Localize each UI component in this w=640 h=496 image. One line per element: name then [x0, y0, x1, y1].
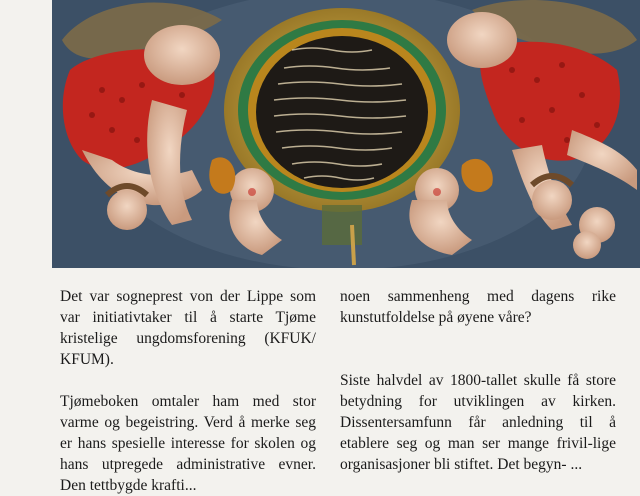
left-text-column — [60, 286, 316, 496]
altarpiece-illustration — [52, 0, 640, 268]
left-paragraph-2: Tjømeboken omtaler ham med stor varme og begeistring. Verd å merke seg er hans spesielle interesse for skolen og hans utpregede administrative evner. Den tettbygde krafti... — [60, 393, 316, 494]
right-text-column — [340, 286, 616, 475]
right-paragraph-2: Siste halvdel av 1800-tallet skulle få store betydning for utviklingen av kirken. Dissentersamfunn får anledning til å etablere seg og man ser mange frivil-lige organisasjoner bli stiftet. Det begyn- ... — [340, 372, 616, 473]
paragraph-spacer — [340, 349, 616, 370]
altarpiece-photo — [52, 0, 640, 268]
right-paragraph-1: noen sammenheng med dagens rike kunstutfoldelse på øyene våre? — [340, 288, 616, 326]
left-paragraph-1: Det var sogneprest von der Lippe som var initiativtaker til å starte Tjøme kristelige ungdomsforening (KFUK/ KFUM). — [60, 288, 316, 368]
